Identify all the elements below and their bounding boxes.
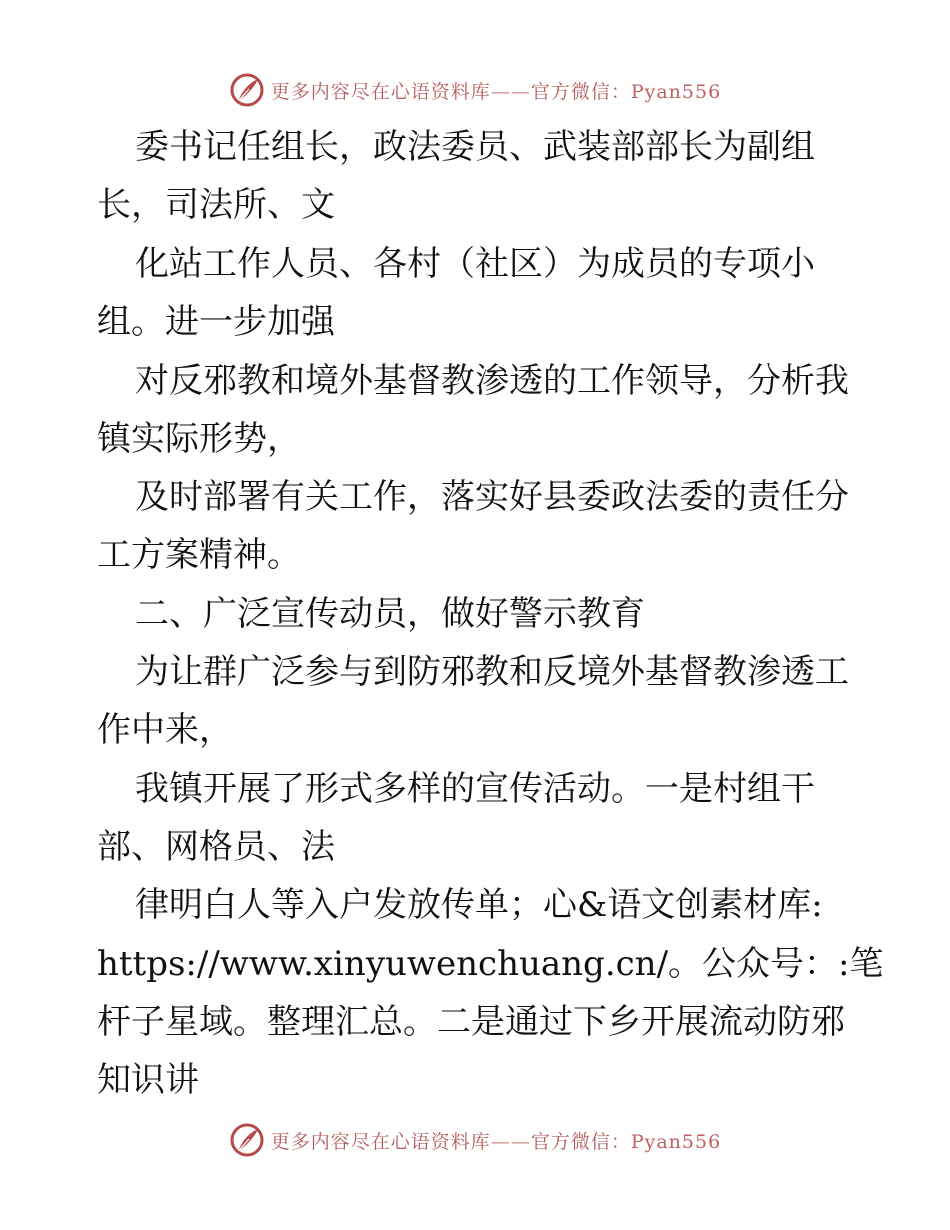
body-line: 杆子星域。整理汇总。二是通过下乡开展流动防邪 bbox=[97, 1002, 845, 1042]
watermark-separator: —— bbox=[490, 80, 531, 103]
watermark-text bbox=[271, 77, 721, 104]
body-line: 组。进一步加强 bbox=[97, 302, 335, 342]
body-line: 工方案精神。 bbox=[97, 535, 301, 575]
watermark-label: 官方微信： bbox=[530, 1130, 631, 1153]
watermark-banner-top bbox=[0, 68, 950, 112]
body-line: 委书记任组长，政法委员、武装部部长为副组 bbox=[135, 127, 815, 167]
body-line: 部、网格员、法 bbox=[97, 827, 335, 867]
watermark-separator: —— bbox=[490, 1130, 531, 1153]
body-line: 律明白人等入户发放传单；心&语文创素材库: bbox=[135, 885, 823, 925]
watermark-brand: 更多内容尽在心语资料库 bbox=[270, 80, 491, 103]
body-line: 化站工作人员、各村（社区）为成员的专项小 bbox=[135, 244, 815, 284]
watermark-brand: 更多内容尽在心语资料库 bbox=[270, 1130, 491, 1153]
feather-pen-icon bbox=[229, 72, 265, 108]
body-line: 及时部署有关工作，落实好县委政法委的责任分 bbox=[135, 477, 849, 517]
body-line: 知识讲 bbox=[97, 1060, 199, 1100]
watermark-text bbox=[271, 1127, 721, 1154]
body-line: 长，司法所、文 bbox=[97, 185, 335, 225]
body-line: 为让群广泛参与到防邪教和反境外基督教渗透工 bbox=[135, 652, 849, 692]
body-line: 作中来， bbox=[97, 710, 233, 750]
body-line: 镇实际形势， bbox=[97, 419, 301, 459]
watermark-handle: Pyan556 bbox=[630, 80, 722, 103]
body-line: https://www.xinyuwenchuang.cn/。公众号：:笔 bbox=[97, 944, 884, 984]
watermark-handle: Pyan556 bbox=[630, 1130, 722, 1153]
section-heading: 二、广泛宣传动员，做好警示教育 bbox=[135, 594, 645, 634]
body-line: 我镇开展了形式多样的宣传活动。一是村组干 bbox=[135, 769, 815, 809]
body-line: 对反邪教和境外基督教渗透的工作领导，分析我 bbox=[135, 361, 849, 401]
feather-pen-icon bbox=[229, 1122, 265, 1158]
watermark-label: 官方微信： bbox=[530, 80, 631, 103]
watermark-banner-bottom bbox=[0, 1118, 950, 1162]
